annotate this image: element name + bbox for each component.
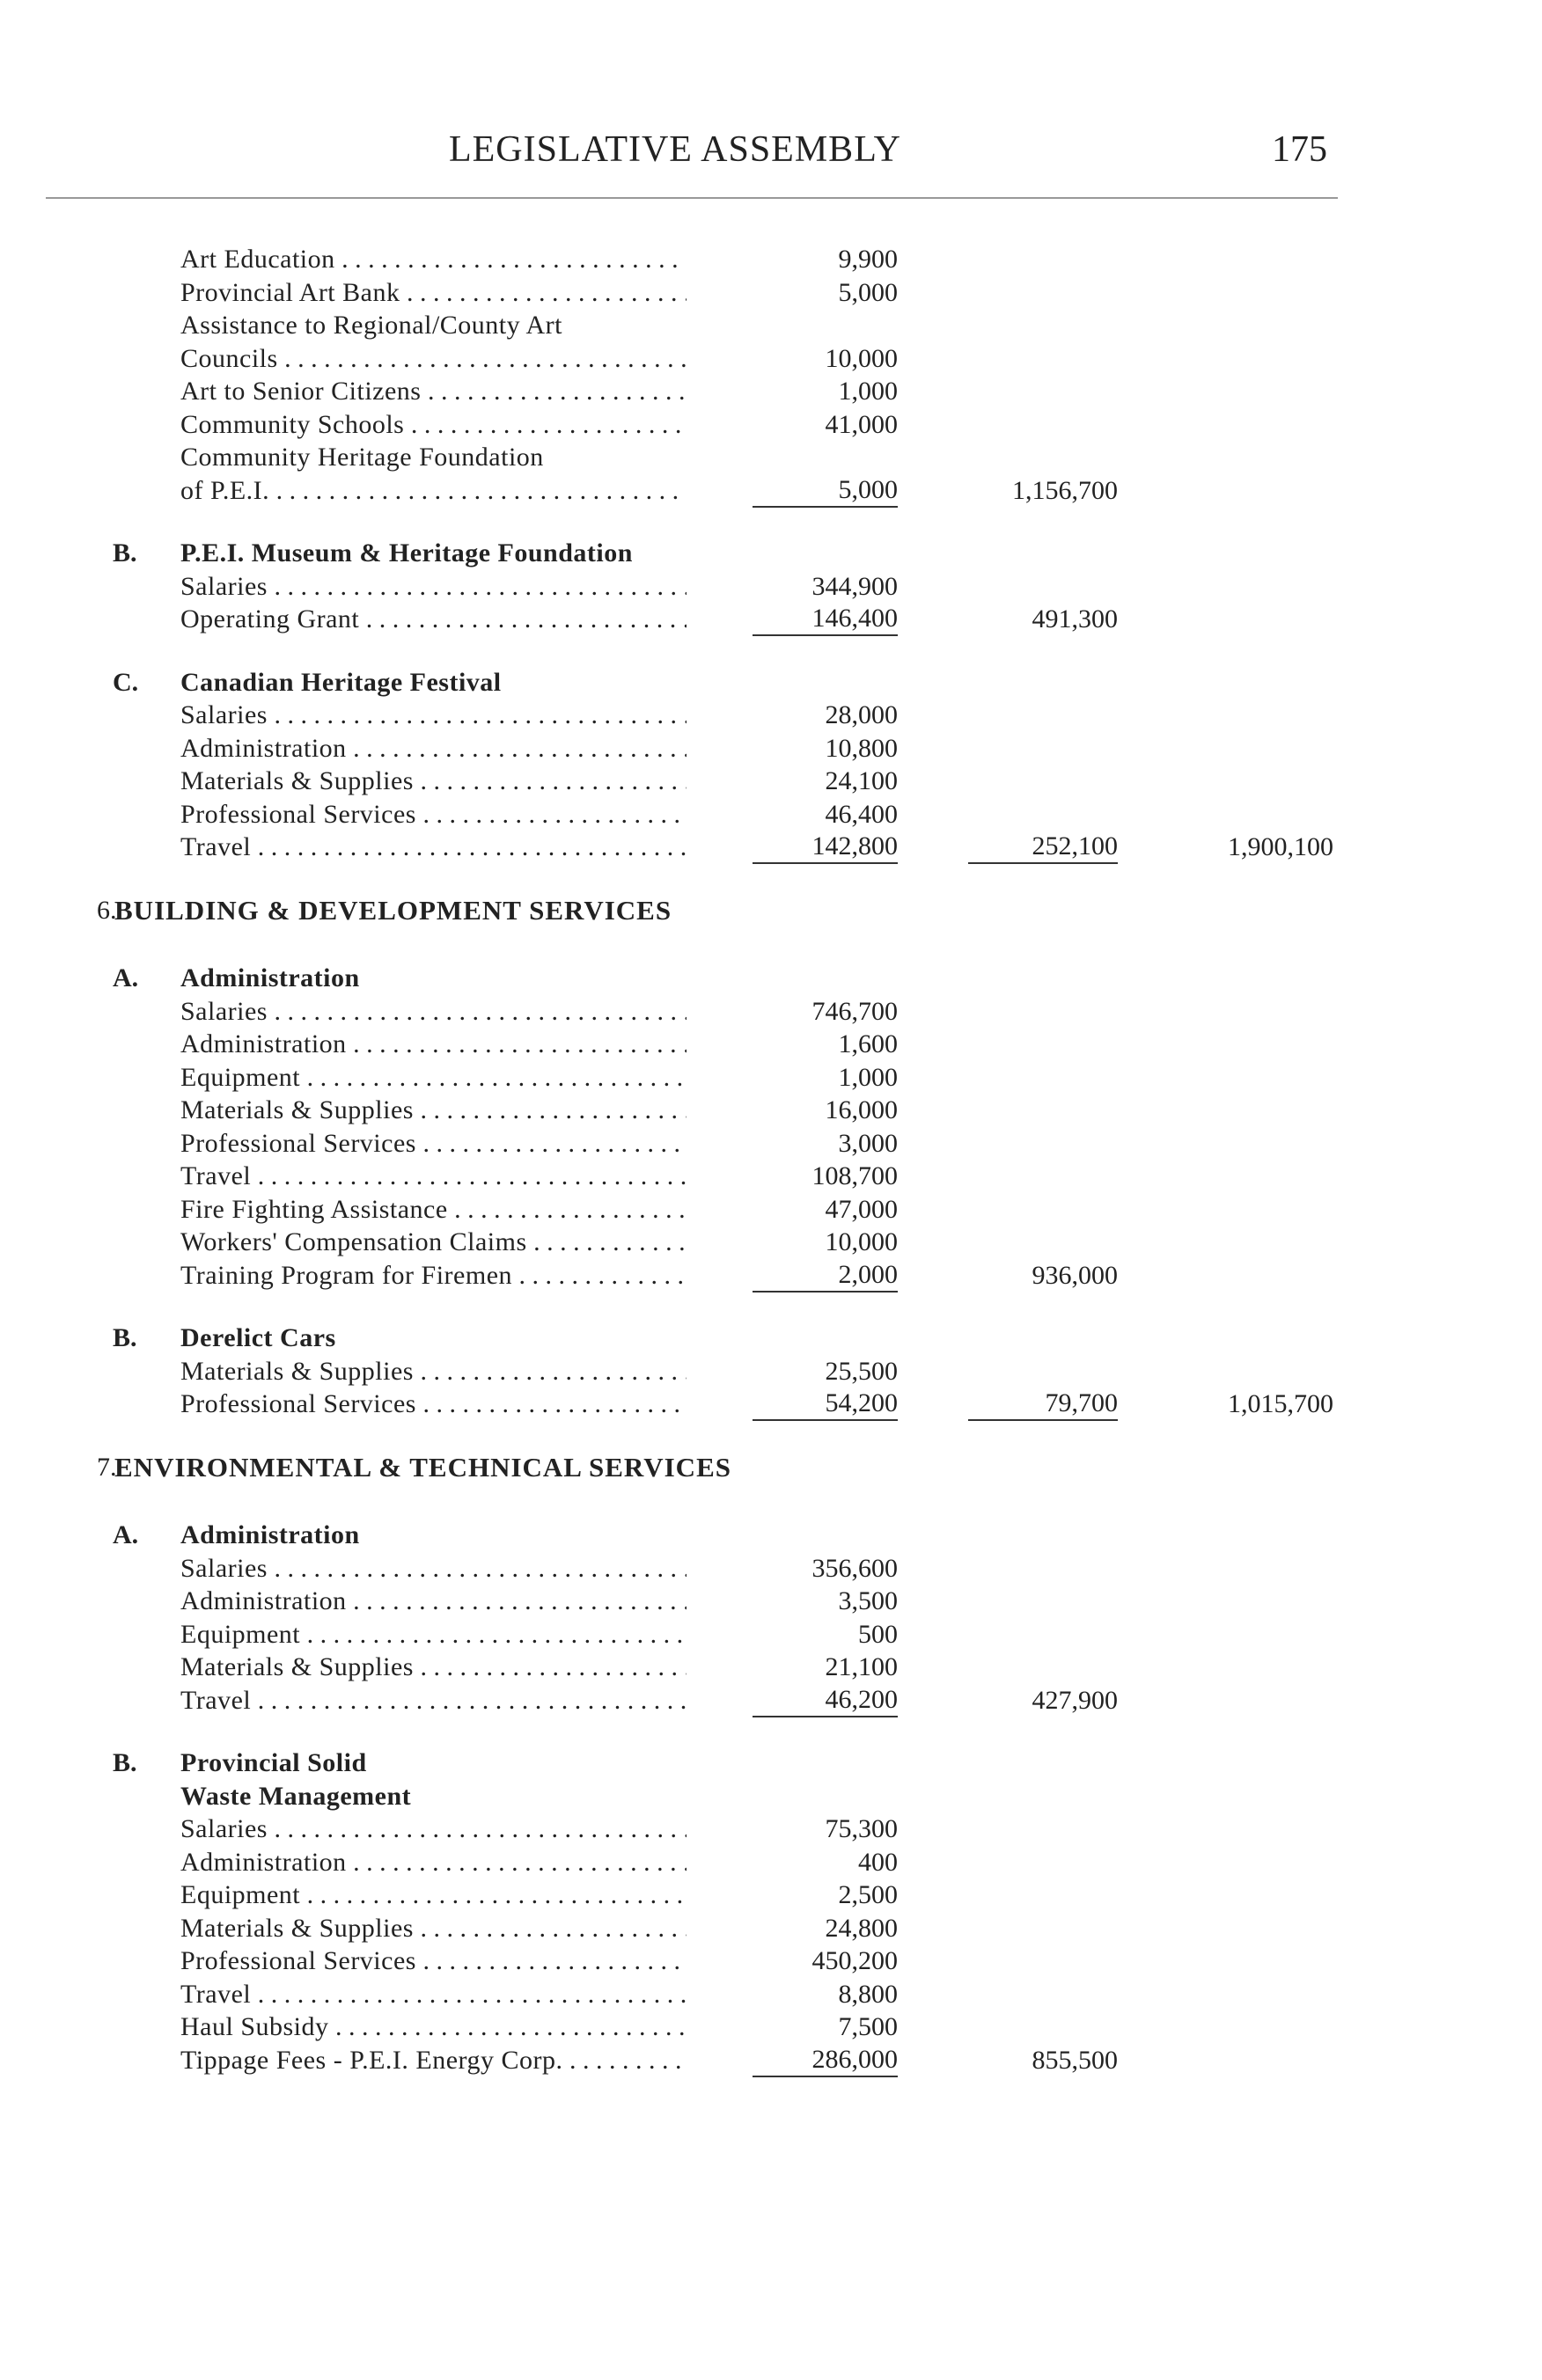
item-amount: 10,800 [825,733,898,763]
item-amount: 3,500 [838,1586,898,1615]
line-item-row [0,1160,1542,1193]
subsection-title: Canadian Heritage Festival [180,667,502,697]
line-item-label: Operating Grant . . . [180,603,687,636]
line-item-label: Art to Senior Citizens . . . [180,375,687,408]
line-item-row [0,1651,1542,1684]
item-amount: 746,700 [811,996,898,1026]
item-amount: 1,600 [838,1029,898,1058]
line-item-row [0,1585,1542,1618]
line-item-row [0,1684,1542,1717]
item-amount: 41,000 [825,409,898,439]
line-item-row [0,2044,1542,2077]
item-amount: 1,000 [838,1062,898,1092]
item-amount: 142,800 [753,831,898,864]
line-item-label: Salaries . . . [180,1812,687,1846]
line-item-row [0,732,1542,765]
line-item-label: Salaries . . . [180,995,687,1029]
subtotal-amount: 855,500 [1032,2045,1118,2075]
line-item-label: Professional Services . . . [180,798,687,831]
line-item-label: Administration . . . [180,1585,687,1618]
line-item-row [0,765,1542,798]
total-amount: 1,015,700 [1228,1389,1333,1418]
line-item-row [0,1978,1542,2011]
item-amount: 108,700 [811,1161,898,1190]
line-item-label: Materials & Supplies . . . [180,765,687,798]
line-item-label: Professional Services . . . [180,1127,687,1161]
subsection-heading-row [0,537,1542,570]
line-item-label: Councils . . . [180,342,687,376]
line-item-row [0,603,1542,636]
subsection-letter: C. [113,667,139,697]
line-item-label: Tippage Fees - P.E.I. Energy Corp. . . . [180,2044,687,2077]
line-item-row [0,474,1542,508]
subsection-letter: B. [113,1748,137,1777]
line-item-row [0,1127,1542,1161]
line-item-label: Community Schools . . . [180,408,687,442]
line-item-row [0,309,1542,342]
subsection-heading-row [0,1747,1542,1780]
line-item-row [0,1618,1542,1651]
subsection-heading-row [0,1780,1542,1813]
section-number: 7. [97,1452,117,1482]
item-amount: 1,000 [838,377,898,406]
subsection-title: P.E.I. Museum & Heritage Foundation [180,538,633,568]
item-amount: 8,800 [838,1979,898,2009]
item-amount: 46,200 [753,1684,898,1717]
section-title: ENVIRONMENTAL & TECHNICAL SERVICES [114,1451,731,1483]
line-item-row [0,1878,1542,1912]
item-amount: 10,000 [825,343,898,373]
line-item-label: Fire Fighting Assistance . . . [180,1193,687,1227]
subsection-heading-row [0,1322,1542,1355]
line-item-label: Equipment . . . [180,1618,687,1651]
line-item-row [0,831,1542,864]
item-amount: 24,800 [825,1913,898,1943]
line-item-label: Art Education . . . [180,243,687,276]
line-item-label: Workers' Compensation Claims . . . [180,1226,687,1259]
subsection-letter: B. [113,538,137,568]
item-amount: 146,400 [753,603,898,636]
line-item-row [0,276,1542,310]
item-amount: 25,500 [825,1356,898,1386]
item-amount: 356,600 [811,1553,898,1583]
item-amount: 21,100 [825,1652,898,1681]
line-item-label: Equipment . . . [180,1061,687,1095]
line-item-row [0,995,1542,1029]
item-amount: 400 [858,1847,898,1877]
section-title: BUILDING & DEVELOPMENT SERVICES [114,894,672,926]
line-item-row [0,243,1542,276]
item-amount: 54,200 [753,1388,898,1421]
line-item-label: Travel . . . [180,1684,687,1717]
line-item-row [0,375,1542,408]
subtotal-amount: 427,900 [1032,1685,1118,1715]
line-item-label: Travel . . . [180,831,687,864]
line-item-label: Provincial Art Bank . . . [180,276,687,310]
line-item-label: Materials & Supplies . . . [180,1355,687,1388]
item-amount: 286,000 [753,2044,898,2077]
item-amount: 46,400 [825,799,898,829]
item-amount: 344,900 [811,571,898,601]
line-item-row [0,1355,1542,1388]
line-item-label: Community Heritage Foundation [180,443,544,472]
subtotal-amount: 936,000 [1032,1260,1118,1290]
item-amount: 450,200 [811,1946,898,1975]
item-amount: 75,300 [825,1814,898,1843]
line-item-label: Travel . . . [180,1160,687,1193]
item-amount: 5,000 [753,474,898,508]
line-item-row [0,441,1542,474]
line-item-row [0,2010,1542,2044]
line-item-row [0,1388,1542,1421]
line-item-label: Equipment . . . [180,1878,687,1912]
line-item-row [0,1846,1542,1879]
line-item-row [0,1259,1542,1293]
item-amount: 5,000 [838,277,898,307]
subsection-heading-row [0,962,1542,995]
item-amount: 500 [858,1619,898,1649]
line-item-row [0,1552,1542,1585]
item-amount: 3,000 [838,1128,898,1158]
page-title: LEGISLATIVE ASSEMBLY [449,129,901,170]
subsection-title: Administration [180,1520,360,1549]
section-heading-row [0,1451,1542,1484]
line-item-row [0,798,1542,831]
item-amount: 2,500 [838,1880,898,1909]
subtotal-amount: 79,700 [968,1388,1118,1421]
line-item-row [0,1944,1542,1978]
line-item-row [0,1193,1542,1227]
subsection-title: Derelict Cars [180,1323,336,1352]
subsection-letter: A. [113,963,139,992]
line-item-label: Travel . . . [180,1978,687,2011]
line-item-label: of P.E.I. . . . [180,474,687,508]
section-heading-row [0,894,1542,927]
line-item-row [0,1028,1542,1061]
subsection-letter: A. [113,1520,139,1549]
line-item-row [0,1226,1542,1259]
line-item-row [0,570,1542,604]
line-item-label: Materials & Supplies . . . [180,1651,687,1684]
line-item-label: Administration . . . [180,1028,687,1061]
line-item-label: Assistance to Regional/County Art [180,311,562,340]
item-amount: 24,100 [825,766,898,795]
page-number: 175 [1272,129,1327,170]
line-item-row [0,408,1542,442]
line-item-label: Salaries . . . [180,699,687,732]
subsection-title: Waste Management [180,1781,412,1811]
subsection-letter: B. [113,1323,137,1352]
line-item-row [0,1812,1542,1846]
line-item-label: Haul Subsidy . . . [180,2010,687,2044]
subtotal-amount: 252,100 [968,831,1118,864]
item-amount: 10,000 [825,1227,898,1256]
line-item-label: Materials & Supplies . . . [180,1912,687,1945]
line-item-label: Salaries . . . [180,1552,687,1585]
subsection-title: Administration [180,963,360,992]
line-item-label: Administration . . . [180,732,687,765]
line-item-label: Salaries . . . [180,570,687,604]
line-item-label: Professional Services . . . [180,1944,687,1978]
line-item-row [0,699,1542,732]
item-amount: 47,000 [825,1194,898,1224]
subsection-title: Provincial Solid [180,1748,367,1777]
subtotal-amount: 491,300 [1032,604,1118,633]
subsection-heading-row [0,1519,1542,1552]
item-amount: 16,000 [825,1095,898,1124]
line-item-row [0,342,1542,376]
line-item-label: Materials & Supplies . . . [180,1094,687,1127]
item-amount: 28,000 [825,700,898,729]
line-item-row [0,1094,1542,1127]
subtotal-amount: 1,156,700 [1012,475,1118,505]
line-item-label: Professional Services . . . [180,1388,687,1421]
line-item-row [0,1912,1542,1945]
subsection-heading-row [0,666,1542,699]
line-item-label: Training Program for Firemen . . . [180,1259,687,1293]
item-amount: 7,500 [838,2012,898,2041]
line-item-label: Administration . . . [180,1846,687,1879]
item-amount: 2,000 [753,1259,898,1293]
line-item-row [0,1061,1542,1095]
total-amount: 1,900,100 [1228,832,1333,861]
section-number: 6. [97,895,117,925]
item-amount: 9,900 [838,245,898,274]
